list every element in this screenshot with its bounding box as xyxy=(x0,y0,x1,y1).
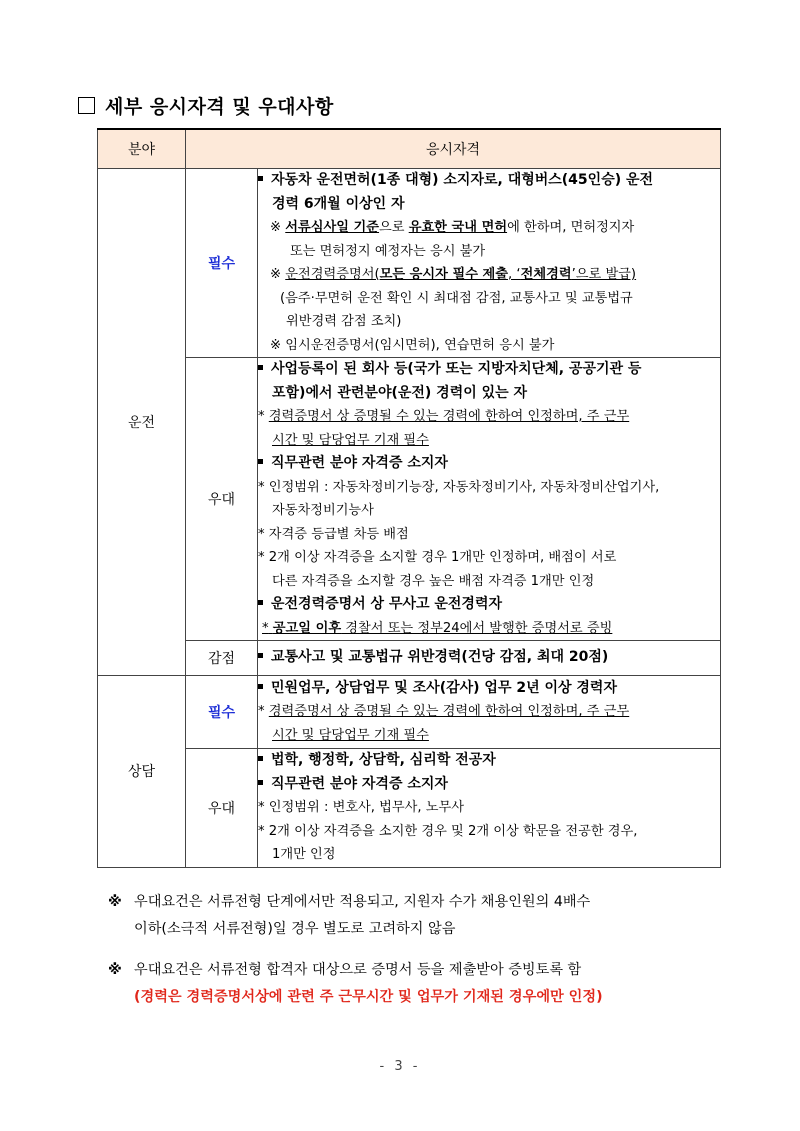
qualification-table xyxy=(97,128,721,868)
driving-deduction-content: 교통사고 및 교통법규 위반경력(건당 감점, 최대 20점) xyxy=(258,641,721,676)
driving-required-content: 자동차 운전면허(1종 대형) 소지자로, 대형버스(45인승) 운전 경력 6개월 이상인 자 ※ 서류심사일 기준으로 유효한 국내 면허에 한하며, 면허정지자 또는 면허정지 예정자는 응시 불가 ※ 운전경력증명서(모든 응시자 필수 제출, ‘전체경력’으로 발급) (음주·무면허 운전 확인 시 최대점 감점, 교통사고 및 교통법규 위반경력 감점 조치) ※ 임시운전증명서(임시면허), 연습면허 응시 불가 xyxy=(258,169,721,358)
table-header-row xyxy=(98,129,721,169)
label-preferred: 우대 xyxy=(186,358,258,641)
table-row xyxy=(98,641,721,676)
bullet-square-icon xyxy=(258,459,263,464)
page-number: - 3 - xyxy=(379,1059,421,1074)
label-deduction: 감점 xyxy=(186,641,258,676)
field-driving: 운전 xyxy=(98,169,186,676)
counsel-required-content: 민원업무, 상담업무 및 조사(감사) 업무 2년 이상 경력자 * 경력증명서 상 증명될 수 있는 경력에 한하여 인정하며, 주 근무 시간 및 담당업무 기재 필수 xyxy=(258,676,721,749)
label-required: 필수 xyxy=(186,676,258,749)
header-field: 분야 xyxy=(98,129,186,169)
label-preferred: 우대 xyxy=(186,749,258,868)
bullet-square-icon xyxy=(258,365,263,370)
label-required: 필수 xyxy=(186,169,258,358)
table-row xyxy=(98,749,721,868)
table-row xyxy=(98,358,721,641)
bullet-square-icon xyxy=(258,780,263,785)
bullet-square-icon xyxy=(258,600,263,605)
footnote-2: ※ 우대요건은 서류전형 합격자 대상으로 증명서 등을 제출받아 증빙토록 함 (경력은 경력증명서상에 관련 주 근무시간 및 업무가 기재된 경우에만 인정) xyxy=(108,962,603,1005)
footnote-1: ※ 우대요건은 서류전형 단계에서만 적용되고, 지원자 수가 채용인원의 4배수 이하(소극적 서류전형)일 경우 별도로 고려하지 않음 xyxy=(108,894,591,937)
header-qualification: 응시자격 xyxy=(186,129,721,169)
section-title: 세부 응시자격 및 우대사항 xyxy=(78,92,334,119)
checkbox-square-icon xyxy=(78,97,95,114)
counsel-preferred-content: 법학, 행정학, 상담학, 심리학 전공자 직무관련 분야 자격증 소지자 * 인정범위 : 변호사, 법무사, 노무사 * 2개 이상 자격증을 소지한 경우 및 2개 이상 학문을 전공한 경우, 1개만 인정 xyxy=(258,749,721,868)
bullet-square-icon xyxy=(258,653,263,658)
field-counseling: 상담 xyxy=(98,676,186,868)
table-row xyxy=(98,169,721,358)
driving-preferred-content: 사업등록이 된 회사 등(국가 또는 지방자치단체, 공공기관 등 포함)에서 관련분야(운전) 경력이 있는 자 * 경력증명서 상 증명될 수 있는 경력에 한하여 인정하며, 주 근무 시간 및 담당업무 기재 필수 직무관련 분야 자격증 소지자 * 인정범위 : 자동차정비기능장, 자동차정비기사, 자동차정비산업기사, 자동차정비기능사 * 자격증 등급별 차등 배점 * 2개 이상 자격증을 소지할 경우 1개만 인정하며, 배점이 서로 다른 자격증을 소지할 경우 높은 배점 자격증 1개만 인정 운전경력증명서 상 무사고 운전경력자 * 공고일 이후 경찰서 또는 정부24에서 발행한 증명서로 증빙 xyxy=(258,358,721,641)
bullet-square-icon xyxy=(258,756,263,761)
bullet-square-icon xyxy=(258,684,263,689)
table-row xyxy=(98,676,721,749)
bullet-square-icon xyxy=(258,176,263,181)
